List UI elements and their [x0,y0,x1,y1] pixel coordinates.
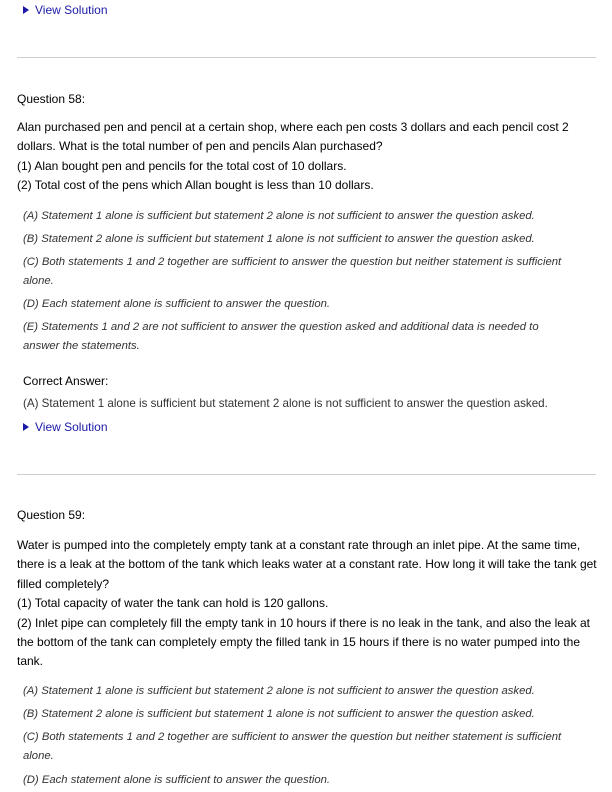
option-text: (A) Statement 1 alone is sufficient but statement 2 alone is not sufficient to answer the question asked. [23,210,535,222]
question-58-option-a[interactable] [23,207,598,226]
question-58-title: Question 58: [17,92,86,106]
stem-line: Water is pumped into the completely empty tank at a constant rate through an inlet pipe. At the same time, [17,538,581,552]
option-text: (B) Statement 2 alone is sufficient but statement 1 alone is not sufficient to answer the question asked. [23,708,535,720]
view-solution-label: View Solution [35,3,108,17]
stem-line: the bottom of the tank can completely empty the filled tank in 15 hours if there is no water pumped into the [17,635,580,650]
option-text: (B) Statement 2 alone is sufficient but statement 1 alone is not sufficient to answer the question asked. [23,233,535,245]
stem-line: Alan purchased pen and pencil at a certain shop, where each pen costs 3 dollars and each pencil cost 2 [17,120,569,134]
option-text: alone. [23,275,54,287]
divider [17,57,596,58]
view-solution-label: View Solution [35,420,108,434]
question-59-title: Question 59: [17,508,86,522]
view-solution-link-prev[interactable] [23,3,108,17]
option-text: (E) Statements 1 and 2 are not sufficient to answer the question asked and additional data is needed to [23,321,539,333]
question-59-stem [17,536,597,672]
question-59-option-c[interactable] [23,728,598,766]
question-59-option-d[interactable] [23,771,598,790]
stem-line: (2) Total cost of the pens which Allan bought is less than 10 dollars. [17,178,374,193]
option-text: alone. [23,750,54,762]
question-59-option-b[interactable] [23,705,598,724]
option-text: (A) Statement 1 alone is sufficient but statement 2 alone is not sufficient to answer the question asked. [23,685,535,697]
stem-line: there is a leak at the bottom of the tank which leaks water at a constant rate. How long it will take the tank get [17,557,597,572]
question-58-option-d[interactable] [23,295,598,314]
correct-answer-value: (A) Statement 1 alone is sufficient but statement 2 alone is not sufficient to answer the question asked. [23,397,548,410]
question-58-option-e[interactable] [23,318,598,356]
question-58-stem [17,118,597,196]
option-text: answer the statements. [23,340,140,352]
question-58-option-c[interactable] [23,253,598,291]
question-58-option-b[interactable] [23,230,598,249]
option-text: (D) Each statement alone is sufficient to answer the question. [23,298,331,310]
option-text: (C) Both statements 1 and 2 together are sufficient to answer the question but neither statement is sufficient [23,256,562,268]
view-solution-link-58[interactable] [23,420,108,434]
stem-line: tank. [17,654,44,669]
option-text: (D) Each statement alone is sufficient to answer the question. [23,774,331,786]
stem-line: dollars. What is the total number of pen and pencils Alan purchased? [17,139,383,154]
triangle-right-icon [23,423,29,431]
divider [17,474,596,475]
triangle-right-icon [23,6,29,14]
stem-line: filled completely? [17,576,110,591]
stem-line: (1) Total capacity of water the tank can hold is 120 gallons. [17,596,329,611]
stem-line: (1) Alan bought pen and pencils for the total cost of 10 dollars. [17,158,347,173]
correct-answer-label: Correct Answer: [23,374,109,388]
stem-line: (2) Inlet pipe can completely fill the empty tank in 10 hours if there is no leak in the tank, and also the leak at [17,615,590,630]
question-59-option-a[interactable] [23,682,598,701]
option-text: (C) Both statements 1 and 2 together are sufficient to answer the question but neither statement is sufficient [23,731,562,743]
